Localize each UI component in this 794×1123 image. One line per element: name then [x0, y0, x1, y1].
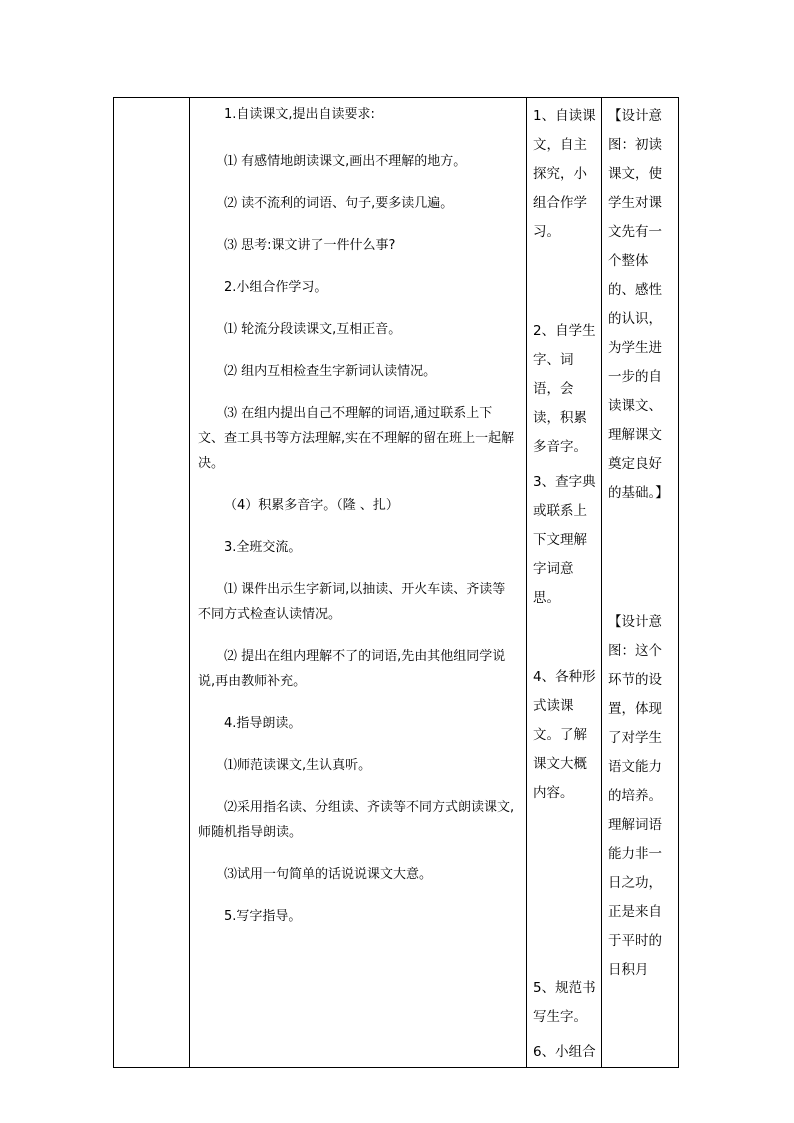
step-text: （4）积累多音字。（隆 、扎）: [224, 498, 399, 513]
step-text: ⑴ 有感情地朗读课文,画出不理解的地方。: [224, 154, 467, 169]
table-row: [114, 98, 679, 1068]
step-text: 1.自读课文,提出自读要求:: [224, 107, 375, 122]
activity-text: 3、查字典或联系上下文理解字词意思。: [533, 474, 596, 606]
step-text: 3.全班交流。: [224, 540, 302, 555]
step-text: ⑵ 提出在组内理解不了的词语,先由其他组同学说说,再由教师补充。: [198, 649, 506, 689]
step-text: ⑵采用指名读、分组读、齐读等不同方式朗读课文,师随机指导朗读。: [198, 800, 515, 840]
design-intent-cell: [602, 98, 679, 1068]
design-intent-text: 【设计意图：这个环节的设置，体现了对学生语文能力的培养。理解词语能力非一日之功，正是来自于平时的日积月: [608, 614, 662, 978]
step-text: ⑴师范读课文,生认真听。: [224, 758, 372, 773]
teaching-steps-cell: [190, 98, 527, 1068]
step-text: 5.写字指导。: [224, 909, 302, 924]
lesson-plan-table: [113, 97, 679, 1068]
step-text: ⑴ 轮流分段读课文,互相正音。: [224, 322, 402, 337]
step-text: ⑶ 思考:课文讲了一件什么事?: [224, 238, 396, 253]
activity-text: 5、规范书写生字。: [533, 980, 596, 1025]
step-text: ⑴ 课件出示生字新词,以抽读、开火车读、齐读等不同方式检查认读情况。: [198, 582, 506, 622]
step-text: ⑵ 读不流利的词语、句子,要多读几遍。: [224, 196, 454, 211]
step-text: ⑶ 在组内提出自己不理解的词语,通过联系上下文、查工具书等方法理解,实在不理解的留在班上一起解决。: [198, 406, 515, 471]
design-intent-text: 【设计意图：初读课文，使学生对课文先有一个整体的、感性的认识，为学生进一步的自读课文、理解课文奠定良好的基础。】: [608, 108, 669, 501]
step-text: ⑶试用一句简单的话说说课文大意。: [224, 867, 433, 882]
step-text: 2.小组合作学习。: [224, 280, 328, 295]
activity-text: 6、小组合: [533, 1044, 596, 1060]
step-text: 4.指导朗读。: [224, 716, 302, 731]
activity-text: 4、各种形式读课文。了解课文大概内容。: [533, 669, 596, 801]
activity-text: 1、自读课文，自主探究，小组合作学习。: [533, 108, 596, 240]
step-text: ⑵ 组内互相检查生字新词认读情况。: [224, 364, 437, 379]
empty-first-column: [114, 98, 190, 1068]
activity-text: 2、自学生字、词语，会读，积累多音字。: [533, 323, 596, 455]
student-activity-cell: [527, 98, 602, 1068]
